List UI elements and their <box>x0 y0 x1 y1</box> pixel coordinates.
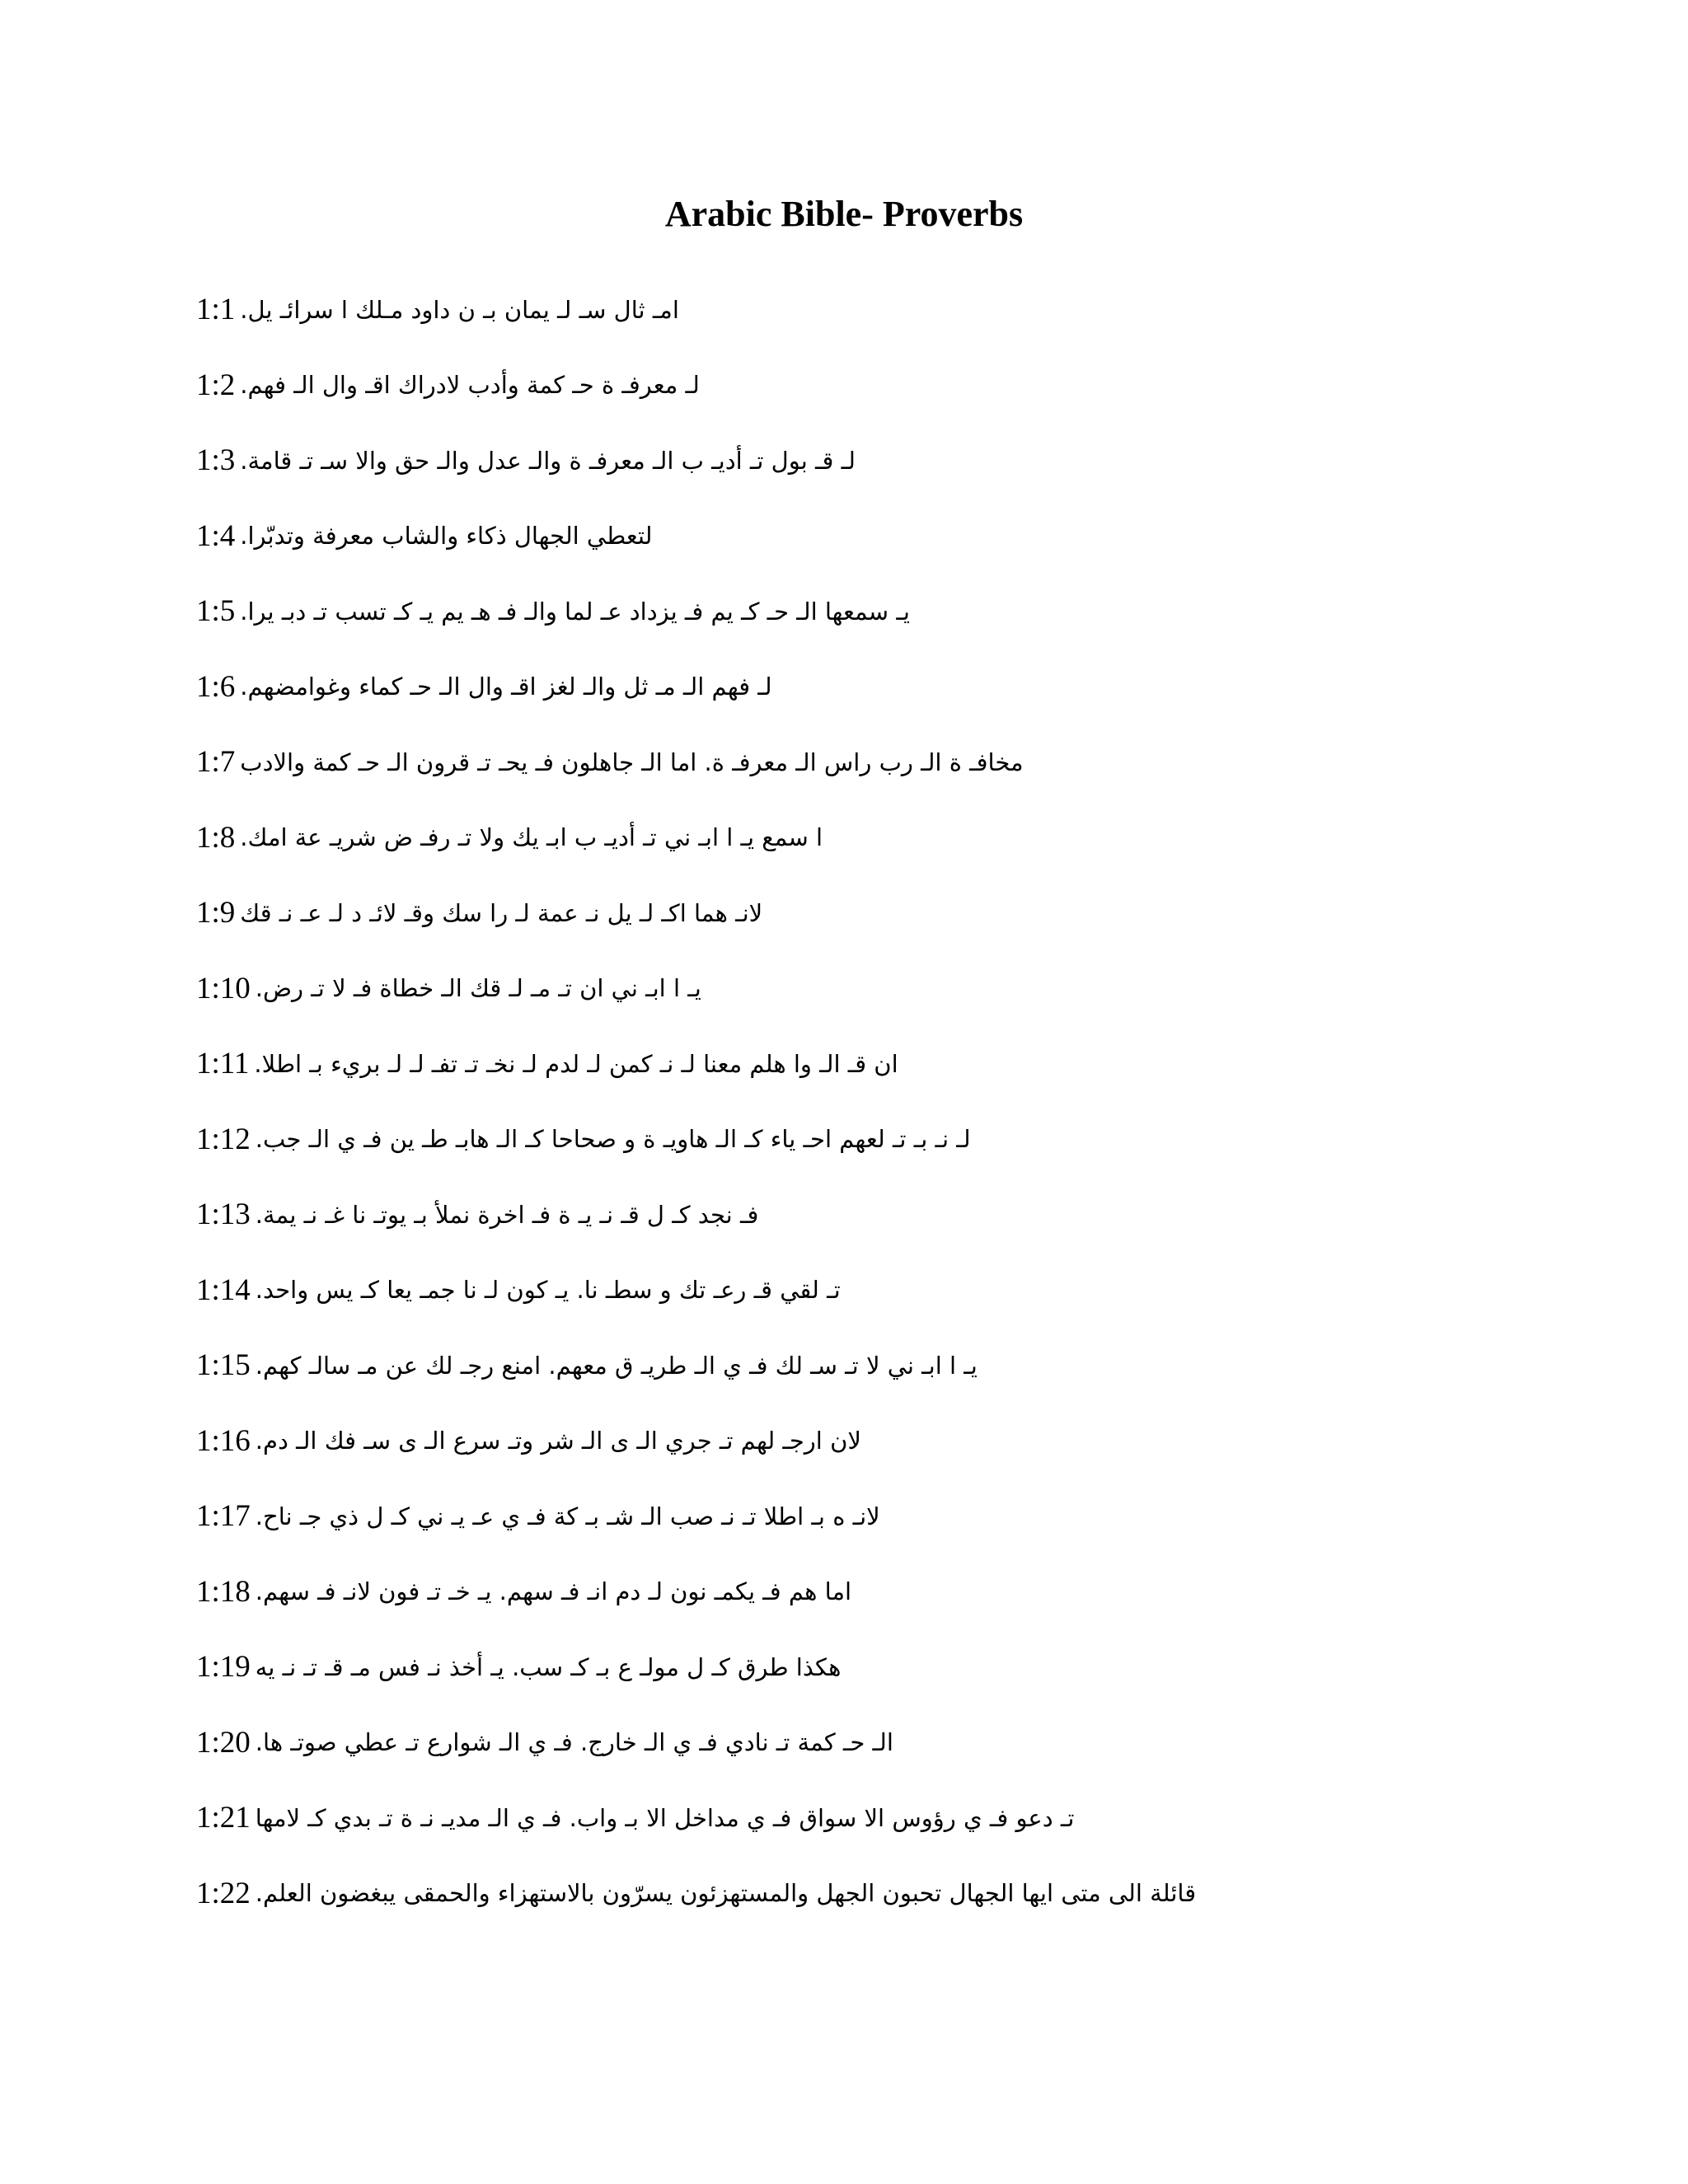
verse-text: لـ معرفـ ة حـ كمة وأدب لادراك اقـ وال الـ فهم. <box>240 371 700 400</box>
verse-text: لانـ هما اكـ لـ يل نـ عمة لـ را سك وقـ لائـ د لـ عـ نـ قك <box>240 898 763 927</box>
verse-number: 1:8 <box>196 820 236 855</box>
verse-text: لانـ ه بـ اطلا تـ نـ صب الـ شـ بـ كة فـ ي عـ يـ ني كـ ل ذي جـ ناح. <box>255 1502 880 1530</box>
verse-number: 1:21 <box>196 1801 251 1835</box>
verse-text: يـ ا ابـ ني لا تـ سـ لك فـ ي الـ طريـ ق معهم. امنع رجـ لك عن مـ سالـ كهم. <box>255 1351 978 1380</box>
verse-text: هكذا طرق كـ ل مولـ ع بـ كـ سب. يـ أخذ نـ فس مـ قـ تـ نـ يه <box>255 1652 842 1681</box>
verse-line <box>196 1102 1515 1178</box>
verse-text: مخافـ ة الـ رب راس الـ معرفـ ة. اما الـ جاهلون فـ يحـ تـ قرون الـ حـ كمة والادب <box>240 748 1024 776</box>
verse-text: لتعطي الجهال ذكاء والشاب معرفة وتدبّرا. <box>240 522 653 551</box>
verse-number: 1:18 <box>196 1574 251 1609</box>
verse-line <box>196 1554 1515 1630</box>
document-title: Arabic Bible- Proverbs <box>664 194 1024 234</box>
verse-line <box>196 1328 1515 1404</box>
verse-line <box>196 649 1515 725</box>
verse-number: 1:10 <box>196 971 251 1005</box>
verse-line <box>196 1177 1515 1253</box>
verse-number: 1:9 <box>196 896 236 930</box>
verse-text: قائلة الى متى ايها الجهال تحبون الجهل والمستهزئون يسرّون بالاستهزاء والحمقى يبغضون العلم. <box>255 1879 1197 1908</box>
verse-line <box>196 348 1515 424</box>
verse-number: 1:22 <box>196 1876 251 1910</box>
verse-list <box>196 272 1515 1931</box>
verse-line <box>196 499 1515 574</box>
verse-number: 1:15 <box>196 1348 251 1383</box>
verse-number: 1:5 <box>196 594 236 629</box>
verse-number: 1:11 <box>196 1047 250 1081</box>
verse-number: 1:19 <box>196 1650 251 1685</box>
verse-line <box>196 1705 1515 1781</box>
verse-text: الـ حـ كمة تـ نادي فـ ي الـ خارج. فـ ي الـ شوارع تـ عطي صوتـ ها. <box>255 1728 893 1757</box>
verse-text: لـ نـ بـ تـ لعهم احـ ياء كـ الـ هاويـ ة و صحاحا كـ الـ هابـ طـ ين فـ ي الـ جب. <box>255 1125 971 1154</box>
verse-number: 1:14 <box>196 1272 251 1307</box>
verse-text: اما هم فـ يكمـ نون لـ دم انـ فـ سهم. يـ خـ تـ فون لانـ فـ سهم. <box>255 1577 852 1606</box>
verse-line <box>196 272 1515 348</box>
verse-text: لـ فهم الـ مـ ثل والـ لغز اقـ وال الـ حـ كماء وغوامضهم. <box>240 673 772 701</box>
verse-number: 1:13 <box>196 1197 251 1232</box>
verse-text: فـ نجد كـ ل قـ نـ يـ ة فـ اخرة نملأ بـ يوتـ نا غـ نـ يمة. <box>255 1200 759 1229</box>
verse-text: ا سمع يـ ا ابـ ني تـ أديـ ب ابـ يك ولا تـ رفـ ض شريـ عة امك. <box>240 823 823 852</box>
verse-line <box>196 1253 1515 1329</box>
verse-line <box>196 724 1515 800</box>
verse-text: لـ قـ بول تـ أديـ ب الـ معرفـ ة والـ عدل والـ حق والا سـ تـ قامة. <box>240 446 856 475</box>
verse-text: امـ ثال سـ لـ يمان بـ ن داود مـلك ا سرائـ يل. <box>240 295 679 324</box>
verse-line <box>196 423 1515 499</box>
verse-text: يـ ا ابـ ني ان تـ مـ لـ قك الـ خطاة فـ لا تـ رض. <box>255 974 701 1003</box>
verse-number: 1:7 <box>196 745 236 780</box>
verse-line <box>196 800 1515 876</box>
verse-number: 1:12 <box>196 1122 251 1156</box>
verse-line <box>196 1780 1515 1856</box>
verse-line <box>196 1856 1515 1932</box>
verse-number: 1:2 <box>196 368 236 402</box>
verse-number: 1:1 <box>196 293 236 327</box>
verse-number: 1:16 <box>196 1423 251 1458</box>
verse-line <box>196 1404 1515 1479</box>
verse-line <box>196 1629 1515 1705</box>
verse-number: 1:17 <box>196 1499 251 1534</box>
verse-line <box>196 875 1515 951</box>
verse-number: 1:4 <box>196 518 236 553</box>
verse-line <box>196 951 1515 1027</box>
verse-number: 1:20 <box>196 1725 251 1760</box>
verse-text: تـ لقي قـ رعـ تك و سطـ نا. يـ كون لـ نا جمـ يعا كـ يس واحد. <box>255 1276 841 1305</box>
verse-text: ان قـ الـ وا هلم معنا لـ نـ كمن لـ لدم لـ نخـ تـ تفـ لـ لـ بريء بـ اطلا. <box>254 1049 898 1078</box>
verse-number: 1:6 <box>196 669 236 704</box>
verse-line <box>196 574 1515 649</box>
verse-line <box>196 1479 1515 1554</box>
verse-text: يـ سمعها الـ حـ كـ يم فـ يزداد عـ لما والـ فـ هـ يم يـ كـ تسب تـ دبـ يرا. <box>240 597 910 626</box>
verse-text: تـ دعو فـ ي رؤوس الا سواق فـ ي مداخل الا بـ واب. فـ ي الـ مديـ نـ ة تـ بدي كـ لامها <box>255 1803 1075 1832</box>
verse-line <box>196 1026 1515 1102</box>
verse-text: لان ارجـ لهم تـ جري الـ ى الـ شر وتـ سرع الـ ى سـ فك الـ دم. <box>255 1427 861 1455</box>
verse-number: 1:3 <box>196 443 236 478</box>
